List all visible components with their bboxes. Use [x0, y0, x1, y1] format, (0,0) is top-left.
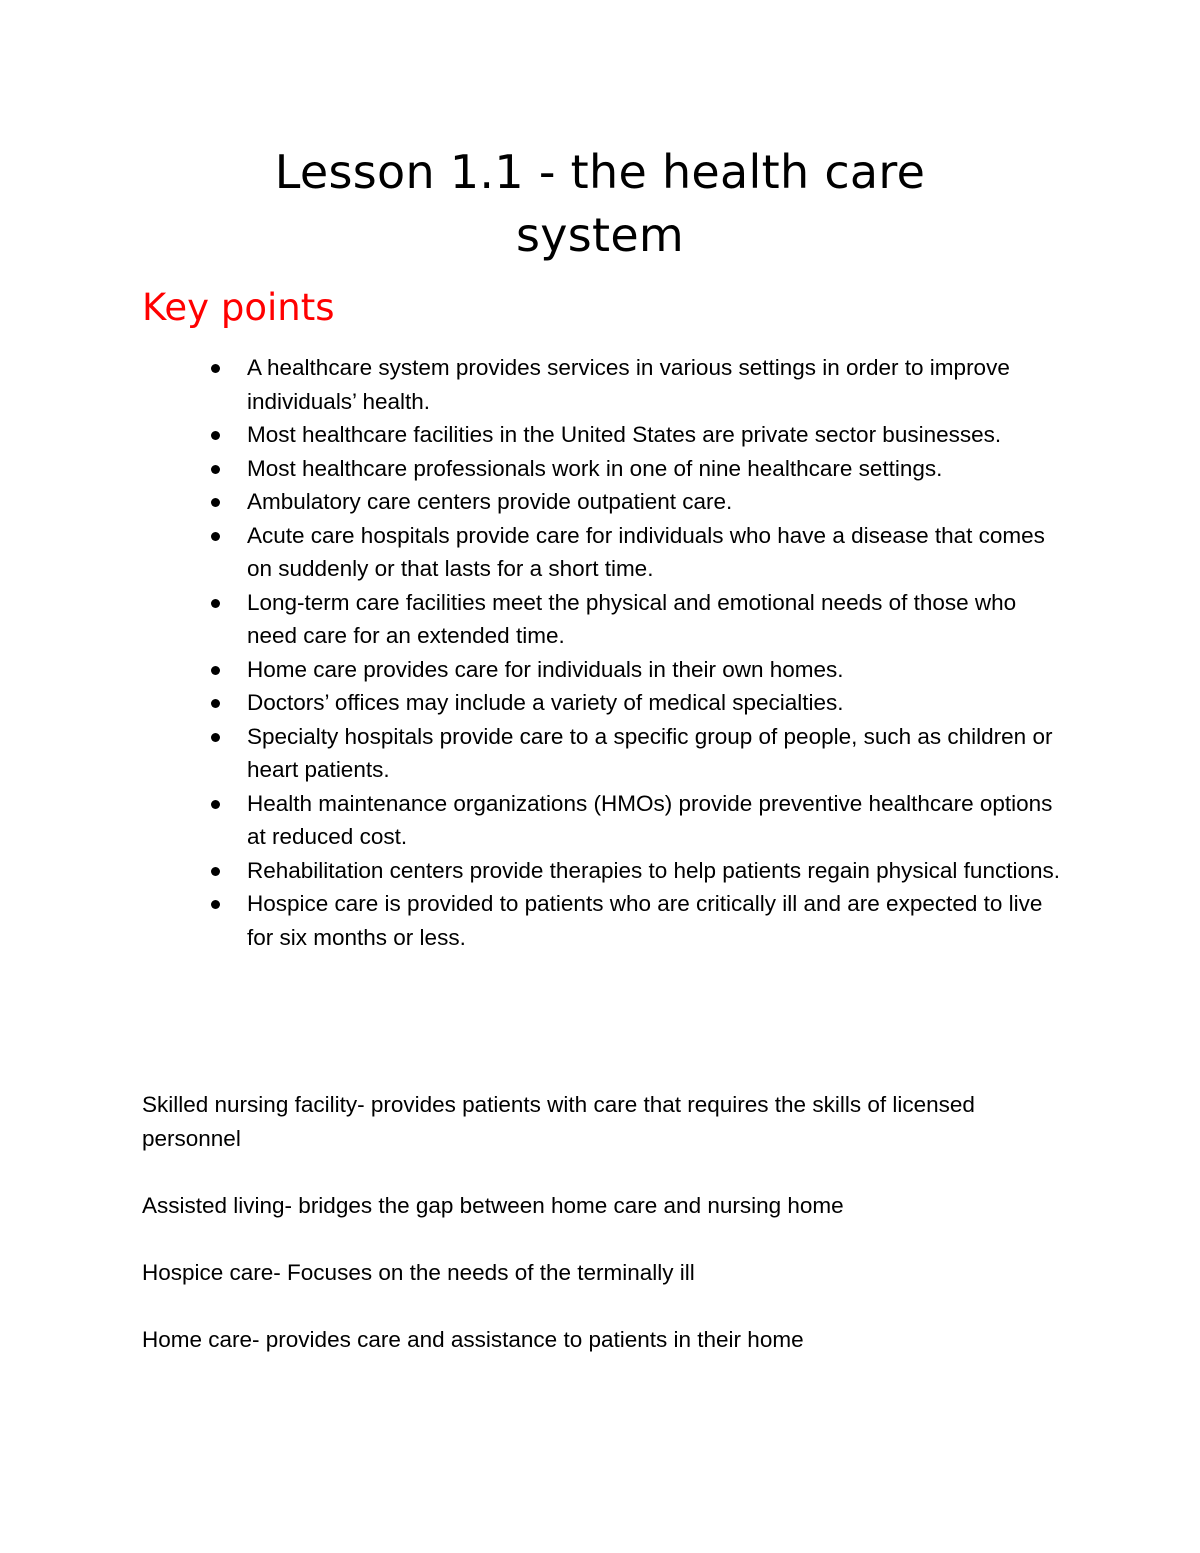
bullet-icon — [211, 431, 220, 440]
bullet-icon — [211, 465, 220, 474]
list-item-text: Doctors’ offices may include a variety of medical specialties. — [247, 690, 844, 715]
page-title-line-1: Lesson 1.1 - the health care — [274, 145, 926, 199]
list-item-text: Specialty hospitals provide care to a specific group of people, such as children or heart patients. — [247, 723, 1053, 782]
definition-home-care: Home care- provides care and assistance to patients in their home — [142, 1326, 804, 1352]
definitions-section — [142, 1088, 1042, 1390]
list-item — [0, 854, 1067, 888]
bullet-icon — [211, 800, 220, 809]
bullet-icon — [211, 733, 220, 742]
list-item — [0, 686, 1067, 720]
bullet-icon — [211, 867, 220, 876]
key-points-heading: Key points — [142, 286, 335, 329]
page-title-line-2: system — [515, 208, 685, 262]
definition-hospice-care: Hospice care- Focuses on the needs of the terminally ill — [142, 1259, 695, 1285]
list-item — [0, 485, 1067, 519]
list-item — [0, 887, 1067, 954]
list-item — [0, 452, 1067, 486]
list-item — [0, 418, 1067, 452]
bullet-icon — [211, 532, 220, 541]
list-item — [0, 351, 1067, 418]
page-title — [200, 141, 1000, 267]
list-item — [0, 653, 1067, 687]
bullet-icon — [211, 900, 220, 909]
list-item-text: Ambulatory care centers provide outpatient care. — [247, 489, 733, 514]
list-item — [0, 720, 1067, 787]
bullet-icon — [211, 498, 220, 507]
list-item-text: Rehabilitation centers provide therapies to help patients regain physical functions. — [247, 857, 1060, 883]
list-item-text: Home care provides care for individuals in their own homes. — [247, 656, 844, 682]
definition-assisted-living: Assisted living- bridges the gap between home care and nursing home — [142, 1192, 844, 1218]
bullet-icon — [211, 599, 220, 608]
list-item-text: Long-term care facilities meet the physical and emotional needs of those who need care for an extended time. — [247, 589, 1017, 648]
bullet-icon — [211, 364, 220, 373]
list-item — [0, 586, 1067, 653]
list-item — [0, 519, 1067, 586]
list-item-text: Most healthcare professionals work in one of nine healthcare settings. — [247, 455, 943, 481]
list-item-text: Hospice care is provided to patients who are critically ill and are expected to live for six months or less. — [247, 891, 1043, 950]
bullet-icon — [211, 666, 220, 675]
key-points-list — [0, 351, 1200, 954]
list-item-text: Health maintenance organizations (HMOs) provide preventive healthcare options at reduced cost. — [247, 790, 1053, 849]
bullet-icon — [211, 699, 220, 708]
list-item — [0, 787, 1067, 854]
list-item-text: Acute care hospitals provide care for individuals who have a disease that comes on suddenly or that lasts for a short time. — [247, 522, 1045, 581]
list-item-text: A healthcare system provides services in various settings in order to improve individuals’ health. — [247, 355, 1010, 414]
list-item-text: Most healthcare facilities in the United States are private sector businesses. — [247, 422, 1002, 447]
definition-skilled-nursing: Skilled nursing facility- provides patients with care that requires the skills of licensed personnel — [142, 1092, 975, 1151]
